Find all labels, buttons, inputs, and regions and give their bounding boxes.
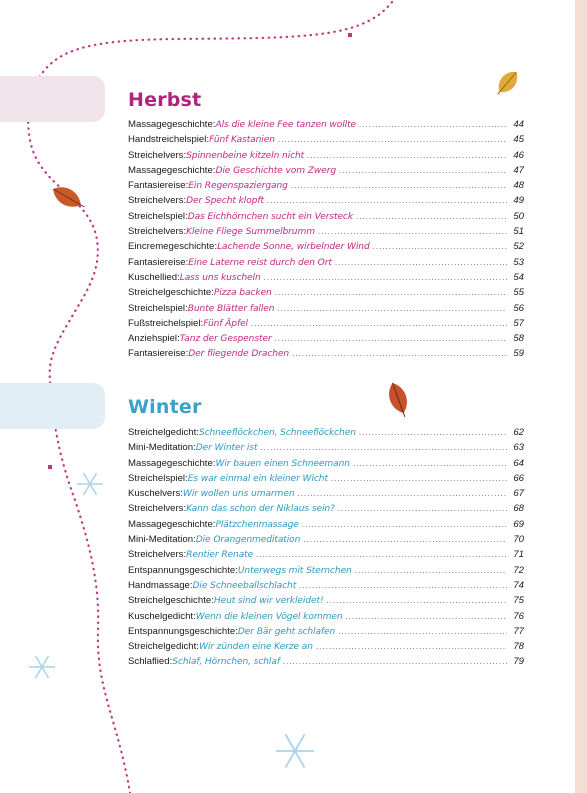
section-title-herbst: Herbst	[128, 89, 202, 111]
entry-title: Wir zünden eine Kerze an	[198, 642, 313, 653]
page-number: 70	[513, 534, 524, 546]
entry-title: Wenn die kleinen Vögel kommen	[195, 611, 343, 622]
toc-entry[interactable]	[128, 440, 524, 455]
toc-entry[interactable]	[128, 624, 524, 639]
page-number: 59	[513, 348, 524, 360]
entry-category: Streichelspiel:	[128, 472, 188, 484]
trail-square	[48, 465, 52, 469]
dot-leader	[277, 301, 507, 316]
leaf-icon	[492, 67, 522, 99]
dot-leader	[318, 224, 507, 239]
page-number: 68	[513, 503, 524, 515]
toc-entry[interactable]	[128, 346, 524, 361]
dot-leader	[297, 486, 507, 501]
entry-category: Streichelgedicht:	[128, 641, 199, 653]
page-number: 54	[513, 271, 524, 283]
snowflake-icon	[29, 656, 55, 678]
entry-title: Der Winter ist	[195, 443, 258, 454]
page-number: 78	[513, 641, 524, 653]
page-number: 55	[513, 287, 524, 299]
entry-title: Das Eichhörnchen sucht ein Versteck	[187, 211, 353, 222]
entry-category: Kuschelvers:	[128, 488, 183, 500]
entry-category: Fantasiereise:	[128, 256, 189, 268]
toc-entry[interactable]	[128, 285, 524, 300]
toc-entry[interactable]	[128, 224, 524, 239]
toc-entry[interactable]	[128, 609, 524, 624]
page-number: 67	[513, 488, 524, 500]
page-number: 52	[513, 241, 524, 253]
entry-category: Mini-Meditation:	[128, 534, 196, 546]
toc-entry[interactable]	[128, 578, 524, 593]
toc-entry[interactable]	[128, 486, 524, 501]
entry-title: Wir bauen einen Schneemann	[215, 458, 350, 469]
dot-leader	[292, 346, 507, 361]
entry-title: Es war einmal ein kleiner Wicht	[187, 473, 328, 484]
dot-leader	[359, 425, 507, 440]
dot-leader	[355, 563, 507, 578]
toc-entry[interactable]	[128, 178, 524, 193]
entry-category: Eincremegeschichte:	[128, 241, 218, 253]
entry-category: Streichelgeschichte:	[128, 287, 214, 299]
entry-title: Wir wollen uns umarmen	[182, 489, 295, 500]
entry-title: Der Specht klopft	[186, 196, 264, 207]
dot-leader	[278, 132, 507, 147]
dot-leader	[275, 285, 507, 300]
entry-title: Unterwegs mit Sternchen	[237, 565, 352, 576]
entry-title: Heut sind wir verkleidet!	[213, 596, 324, 607]
entry-title: Der fliegende Drachen	[188, 349, 290, 360]
page-number: 75	[513, 595, 524, 607]
page-number: 71	[513, 549, 524, 561]
toc-entry[interactable]	[128, 563, 524, 578]
toc-entry[interactable]	[128, 239, 524, 254]
entry-title: Kann das schon der Niklaus sein?	[186, 504, 335, 515]
entry-title: Fünf Kastanien	[209, 135, 275, 146]
entry-category: Fantasiereise:	[128, 180, 189, 192]
dot-leader	[359, 117, 507, 132]
toc-entry[interactable]	[128, 255, 524, 270]
dot-leader	[264, 270, 507, 285]
entry-title: Kleine Fliege Summelbrumm	[186, 227, 315, 238]
toc-list-herbst	[128, 117, 524, 362]
entry-title: Spinnenbeine kitzeln nicht	[186, 150, 305, 161]
dot-leader	[346, 609, 508, 624]
dot-leader	[327, 593, 507, 608]
toc-list-winter	[128, 425, 524, 670]
page-number: 66	[513, 472, 524, 484]
toc-entry[interactable]	[128, 117, 524, 132]
page-number: 48	[513, 180, 524, 192]
entry-title: Als die kleine Fee tanzen wollte	[215, 120, 357, 130]
dot-leader	[356, 209, 507, 224]
toc-entry[interactable]	[128, 316, 524, 331]
entry-title: Lachende Sonne, wirbelnder Wind	[217, 242, 370, 253]
toc-entry[interactable]	[128, 517, 524, 532]
page-number: 44	[513, 119, 524, 130]
dot-leader	[251, 316, 507, 331]
entry-category: Streichelvers:	[128, 195, 187, 207]
dot-leader	[307, 148, 507, 163]
leaf-icon	[49, 182, 88, 214]
dot-leader	[283, 654, 507, 669]
page-number: 49	[513, 195, 524, 207]
toc-entry[interactable]	[128, 193, 524, 208]
page-number: 64	[513, 457, 524, 469]
toc-entry[interactable]	[128, 593, 524, 608]
dot-leader	[331, 471, 507, 486]
dot-leader	[267, 193, 507, 208]
entry-category: Massagegeschichte:	[128, 119, 216, 130]
entry-title: Pizza backen	[213, 288, 272, 299]
toc-entry[interactable]	[128, 639, 524, 654]
entry-title: Plätzchenmassage	[215, 519, 299, 530]
toc-entry[interactable]	[128, 301, 524, 316]
toc-entry[interactable]	[128, 331, 524, 346]
page-number: 58	[513, 333, 524, 345]
toc-entry[interactable]	[128, 547, 524, 562]
dot-leader	[302, 517, 507, 532]
dot-leader	[275, 331, 507, 346]
entry-title: Fünf Äpfel	[203, 318, 248, 329]
entry-category: Streichelspiel:	[128, 210, 188, 222]
page-number: 69	[513, 518, 524, 530]
toc-entry[interactable]	[128, 163, 524, 178]
entry-title: Rentier Renate	[186, 550, 254, 561]
toc-entry[interactable]	[128, 654, 524, 669]
toc-entry[interactable]	[128, 132, 524, 147]
entry-category: Handstreichelspiel:	[128, 134, 210, 146]
page-number: 50	[513, 210, 524, 222]
page-number: 62	[513, 427, 524, 438]
snowflake-icon	[77, 473, 103, 495]
entry-title: Die Schneeballschlacht	[192, 580, 297, 591]
page-number: 72	[513, 564, 524, 576]
dot-leader	[303, 532, 507, 547]
dot-leader	[316, 639, 507, 654]
page-number: 74	[513, 579, 524, 591]
entry-title: Schneeflöckchen, Schneeflöckchen	[198, 428, 356, 438]
page-number: 51	[513, 226, 524, 238]
entry-category: Kuschellied:	[128, 271, 180, 283]
entry-category: Massagegeschichte:	[128, 518, 216, 530]
dot-leader	[299, 578, 507, 593]
page-number: 47	[513, 164, 524, 176]
entry-category: Streichelgeschichte:	[128, 595, 214, 607]
section-title-winter: Winter	[128, 396, 202, 418]
entry-title: Die Geschichte vom Zwerg	[215, 165, 337, 176]
entry-category: Kuschelgedicht:	[128, 610, 196, 622]
page-number: 46	[513, 149, 524, 161]
dot-leader	[338, 501, 507, 516]
entry-title: Tanz der Gespenster	[179, 334, 272, 345]
entry-category: Streichelvers:	[128, 503, 187, 515]
page-number: 76	[513, 610, 524, 622]
toc-entry[interactable]	[128, 456, 524, 471]
entry-category: Streichelspiel:	[128, 302, 188, 314]
dot-leader	[256, 547, 507, 562]
winter-badge	[0, 383, 105, 429]
herbst-badge	[0, 76, 105, 122]
entry-category: Fußstreichelspiel:	[128, 317, 204, 329]
entry-category: Entspannungsgeschichte:	[128, 625, 238, 637]
entry-category: Massagegeschichte:	[128, 457, 216, 469]
dot-leader	[339, 163, 507, 178]
page-number: 77	[513, 625, 524, 637]
entry-title: Eine Laterne reist durch den Ort	[188, 257, 332, 268]
entry-category: Streichelgedicht:	[128, 427, 199, 438]
leaf-icon	[385, 380, 413, 419]
toc-entry[interactable]	[128, 471, 524, 486]
page-number: 79	[513, 656, 524, 668]
toc-entry[interactable]	[128, 270, 524, 285]
page-number: 53	[513, 256, 524, 268]
dot-leader	[338, 624, 507, 639]
toc-entry[interactable]	[128, 532, 524, 547]
toc-entry[interactable]	[128, 148, 524, 163]
entry-title: Die Orangenmeditation	[195, 535, 301, 546]
page-number: 63	[513, 442, 524, 454]
dot-leader	[260, 440, 507, 455]
entry-title: Der Bär geht schlafen	[237, 626, 336, 637]
toc-entry[interactable]	[128, 501, 524, 516]
entry-title: Bunte Blätter fallen	[187, 303, 275, 314]
entry-category: Streichelvers:	[128, 226, 187, 238]
entry-category: Streichelvers:	[128, 549, 187, 561]
entry-title: Ein Regenspaziergang	[188, 181, 288, 192]
entry-title: Lass uns kuscheln	[179, 272, 261, 283]
dot-leader	[291, 178, 507, 193]
entry-title: Schlaf, Hörnchen, schlaf	[172, 657, 280, 668]
entry-category: Mini-Meditation:	[128, 442, 196, 454]
trail-square	[348, 33, 352, 37]
entry-category: Entspannungsgeschichte:	[128, 564, 238, 576]
dot-leader	[353, 456, 507, 471]
toc-entry[interactable]	[128, 209, 524, 224]
entry-category: Handmassage:	[128, 579, 193, 591]
dot-leader	[335, 255, 507, 270]
entry-category: Fantasiereise:	[128, 348, 189, 360]
toc-entry[interactable]	[128, 425, 524, 440]
page-number: 45	[513, 134, 524, 146]
entry-category: Anziehspiel:	[128, 333, 180, 345]
entry-category: Schlaflied:	[128, 656, 173, 668]
dot-leader	[373, 239, 507, 254]
page-number: 57	[513, 317, 524, 329]
snowflake-icon	[276, 735, 314, 768]
entry-category: Streichelvers:	[128, 149, 187, 161]
entry-category: Massagegeschichte:	[128, 164, 216, 176]
page-number: 56	[513, 302, 524, 314]
